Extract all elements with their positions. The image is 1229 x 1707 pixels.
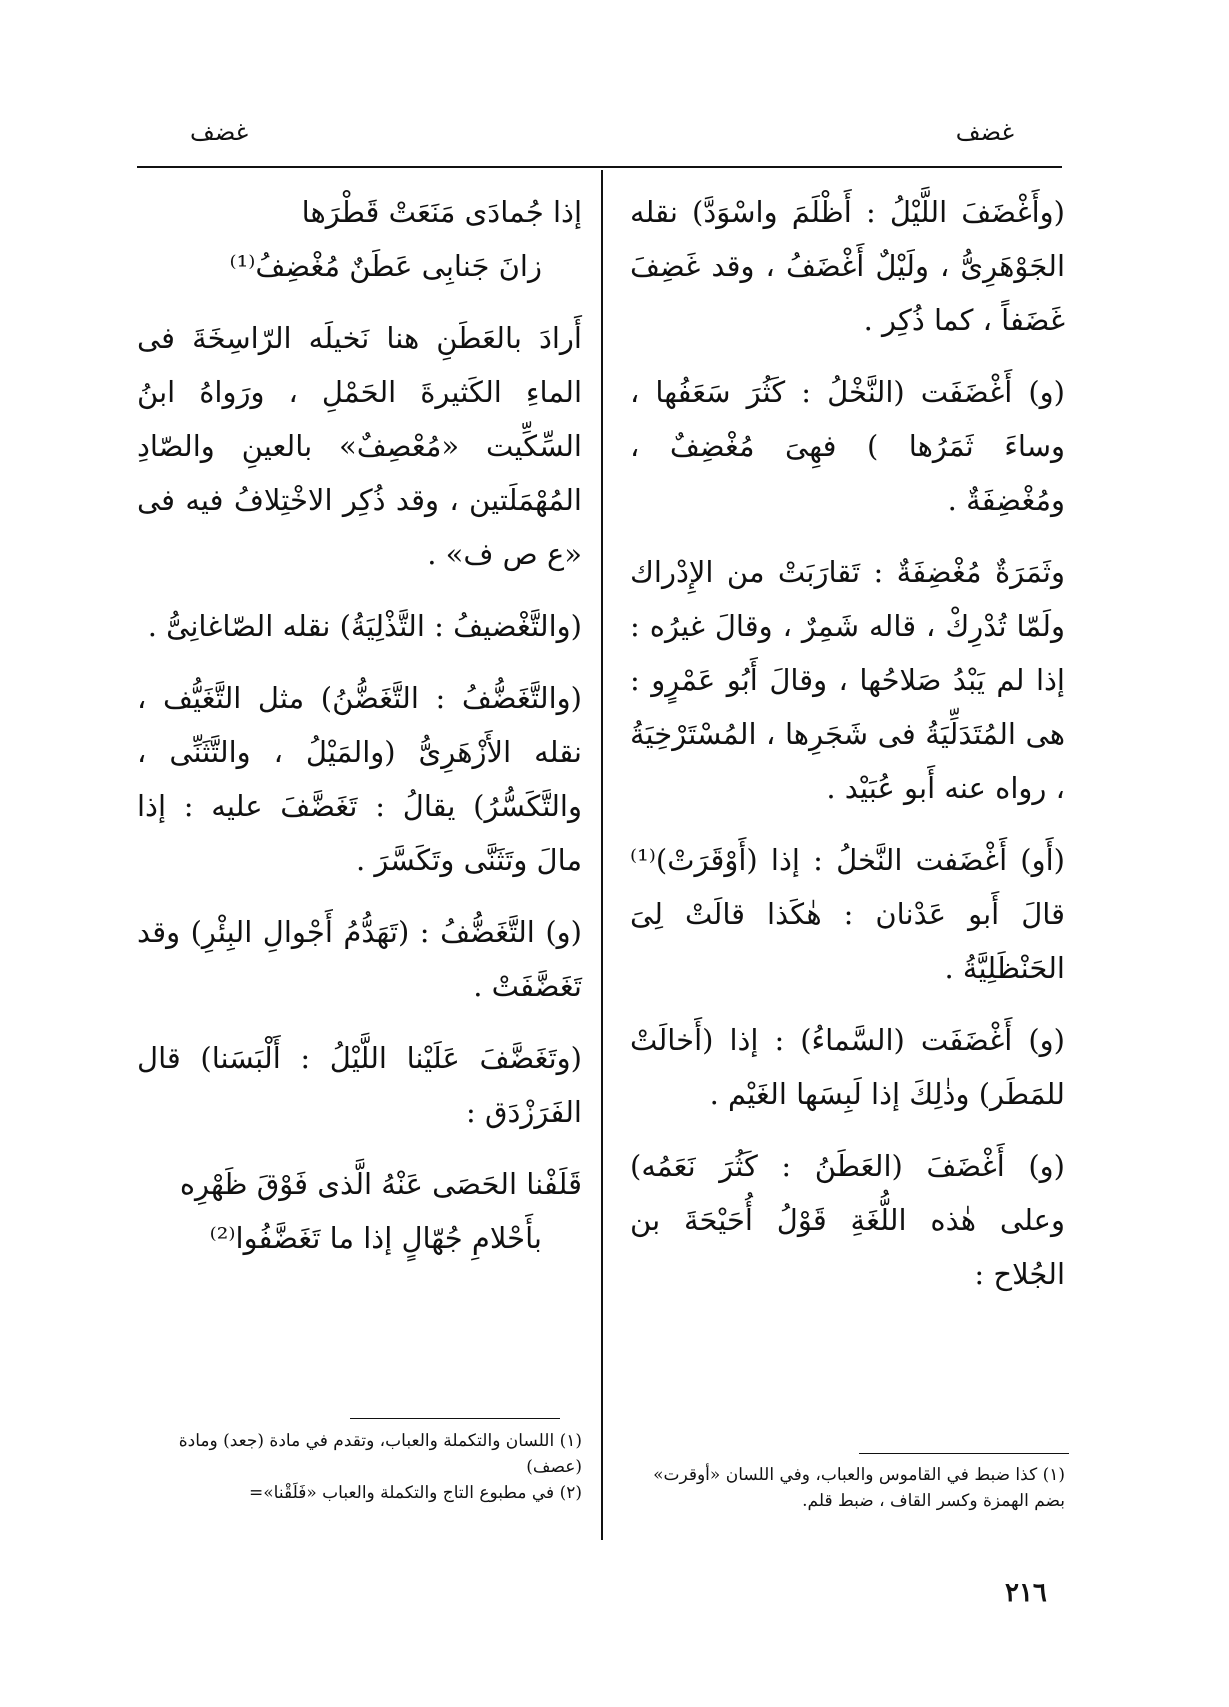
verse-line: زانَ جَنابِى عَطَنٌ مُغْضِفُ⁽¹⁾ [229,249,542,283]
right-paragraph: (وأَغْضَفَ اللَّيْلُ : أَظْلَمَ واسْوَدَّ) نقله الجَوْهَرِىُّ ، ولَيْلٌ أَغْضَفُ ، وقد غَضِفَ غَضَفاً ، كما ذُكِر . [630,195,1065,337]
footnote-rule-left [350,1418,560,1419]
left-column [137,185,582,1283]
running-head-right: غضف [955,118,1014,146]
column-divider [601,170,603,1540]
header-rule [137,166,1062,168]
verse-line: بأَحْلامِ جُهّالٍ إذا ما تَغَضَّفُوا⁽²⁾ [209,1221,542,1255]
footnotes-right [630,1462,1065,1514]
running-head-left: غضف [190,118,249,146]
left-paragraph: (والتَّغَضُّفُ : التَّغَضُّنُ) مثل التَّغَيُّف ، نقله الأَزْهَرِىُّ (والمَيْلُ ، والتَّثَنِّى ، والتَّكَسُّرُ) يقالُ : تَغَضَّفَ عليه : إذا مالَ وتَثَنَّى وتَكَسَّرَ . [137,681,582,877]
right-column [630,185,1065,1319]
left-paragraph: (والتَّغْضيفُ : التَّذْلِيَةُ) نقله الصّاغانِىُّ . [147,609,582,643]
right-paragraph: (و) أَغْضَفَت (النَّخْلُ : كَثُرَ سَعَفُها ، وساءَ ثَمَرُها ) فهِىَ مُغْضِفٌ ، ومُغْضِفَةٌ . [630,375,1065,517]
left-paragraph: أَرادَ بالعَطَنِ هنا نَخيلَه الرّاسِخَةَ فى الماءِ الكَثيرةَ الحَمْلِ ، ورَواهُ ابنُ السِّكِّيت «مُعْصِفٌ» بالعينِ والصّادِ المُهْمَلَتين ، وقد ذُكِر الاخْتِلافُ فيه فى «ع ص ف» . [137,321,582,571]
verse-2 [137,1157,582,1265]
right-paragraph: (أَو) أَغْضَفت النَّخلُ : إذا (أَوْقَرَتْ)⁽¹⁾ قالَ أَبو عَدْنان : هٰكَذا قالَتْ لِىَ الحَنْظَلِيَّةُ . [630,843,1065,985]
page-number: ٢١٦ [1005,1578,1047,1608]
verse-line: إذا جُمادَى مَنَعَتْ قَطْرَها [301,195,582,229]
footnote: (١) اللسان والتكملة والعباب، وتقدم في مادة (جعد) ومادة (عصف) [178,1431,582,1477]
footnote-rule-right [859,1453,1069,1454]
footnote: (٢) في مطبوع التاج والتكملة والعباب «فَلَقْنا»= [249,1483,582,1503]
verse-line: قَلَفْنا الحَصَى عَنْهُ الَّذى فَوْقَ ظَهْرِه [179,1167,582,1201]
right-paragraph: (و) أَغْضَفَت (السَّماءُ) : إذا (أَخالَتْ للمَطَر) وذٰلِكَ إذا لَبِسَها الغَيْم . [630,1023,1065,1111]
left-paragraph: (و) التَّغَضُّفُ : (تَهَدُّمُ أَجْوالِ البِئْرِ) وقد تَغَضَّفَتْ . [137,915,582,1003]
right-paragraph: (و) أَغْضَفَ (العَطَنُ : كَثُرَ نَعَمُه) وعلى هٰذه اللُّغَةِ قَوْلُ أُحَيْحَةَ بن الجُلاح : [630,1149,1065,1291]
verse-1 [137,185,582,293]
footnote: (١) كذا ضبط في القاموس والعباب، وفي اللسان «أوقرت» بضم الهمزة وكسر القاف ، ضبط قلم. [653,1465,1065,1511]
footnotes-left [137,1428,582,1506]
left-paragraph: (وتَغَضَّفَ عَلَيْنا اللَّيْلُ : أَلْبَسَنا) قال الفَرَزْدَق : [137,1041,582,1129]
right-paragraph: وثَمَرَةٌ مُغْضِفَةٌ : تَقارَبَتْ من الإِدْراك ولَمّا تُدْرِكْ ، قاله شَمِرٌ ، وقالَ غيرُه : إذا لم يَبْدُ صَلاحُها ، وقالَ أَبُو عَمْرٍو : هى المُتَدَلِّيَةُ فى شَجَرِها ، المُسْتَرْخِيَةُ ، رواه عنه أَبو عُبَيْد . [630,555,1065,805]
